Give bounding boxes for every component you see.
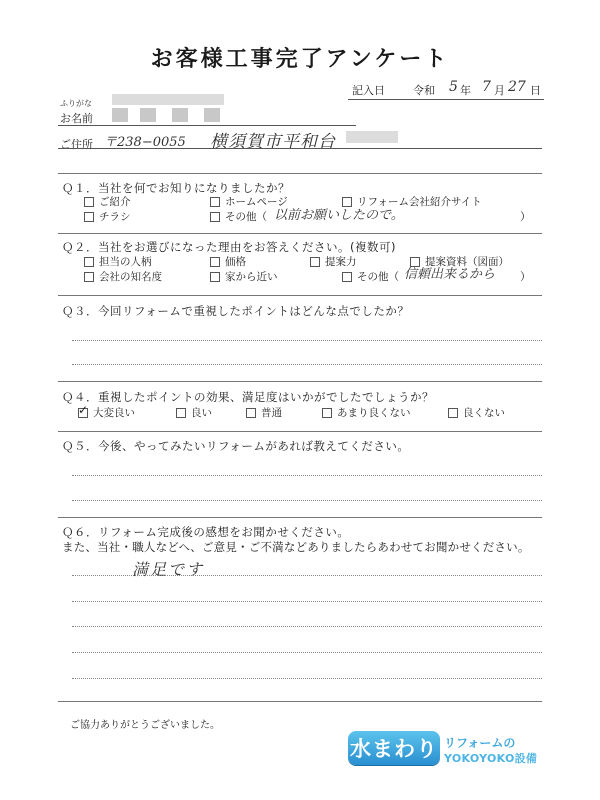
q3-question: Ｑ３．今回リフォームで重視したポイントはどんな点でしたか？ [62, 304, 410, 318]
date-day-value: 27 [508, 79, 526, 95]
q6-answer-line-5[interactable] [72, 678, 542, 679]
q4-option-very-good[interactable]: ✓ 大変良い [78, 405, 135, 420]
q4-question: Ｑ４．重視したポイントの効果、満足度はいかがでしたでしょうか？ [62, 390, 434, 404]
q2-checkbox-reputation[interactable] [84, 272, 94, 282]
company-logo-subtitle: リフォームの [444, 736, 516, 750]
separator-q4 [58, 381, 542, 382]
q4-option-bad[interactable]: 良くない [448, 405, 505, 420]
q4-option-good[interactable]: 良い [176, 405, 212, 420]
q2-option-proposal[interactable]: 提案力 [310, 254, 357, 269]
company-logo-badge: 水まわり [348, 731, 440, 765]
address-redacted [346, 131, 398, 143]
q1-option-other[interactable]: その他（ [210, 209, 267, 224]
q5-answer-line-1[interactable] [72, 475, 542, 476]
q4-checkbox-very-good[interactable] [78, 408, 88, 418]
date-era: 令和 [413, 84, 435, 97]
furigana-label: ふりがな [60, 99, 92, 108]
q4-checkbox-good[interactable] [176, 408, 186, 418]
address-label: ご住所 [60, 138, 93, 151]
separator-q2 [58, 233, 542, 234]
q1-option-homepage[interactable]: ホームページ [210, 194, 288, 209]
q5-question: Ｑ５．今後、やってみたいリフォームがあれば教えてください。 [62, 439, 410, 453]
q6-answer-line-3[interactable] [72, 626, 542, 627]
q1-checkbox-referral[interactable] [84, 197, 94, 207]
q1-other-close: ） [520, 210, 531, 223]
separator-q3 [58, 295, 542, 296]
q1-checkbox-other[interactable] [210, 212, 220, 222]
date-year-value: 5 [449, 79, 458, 95]
separator-q1 [58, 173, 542, 174]
name-label: お名前 [60, 112, 93, 125]
q2-option-staff[interactable]: 担当の人柄 [84, 254, 152, 269]
q6-question-2: また、当社・職人などへ、ご意見・ご不満などありましたらあわせてお聞かせください。 [62, 540, 530, 554]
name-redacted-1 [112, 108, 128, 122]
name-redacted-4 [204, 108, 220, 122]
date-label: 記入日 [352, 84, 385, 97]
q4-checkbox-bad[interactable] [448, 408, 458, 418]
q4-option-average[interactable]: 普通 [246, 405, 282, 420]
postal-code: 〒238−0055 [104, 135, 186, 150]
q3-answer-line-1[interactable] [72, 340, 542, 341]
name-redacted-3 [172, 108, 188, 122]
q4-option-not-very-good[interactable]: あまり良くない [322, 405, 411, 420]
q6-answer-line-4[interactable] [72, 652, 542, 653]
separator-q6 [58, 517, 542, 518]
q6-answer: 満足です [132, 560, 205, 579]
q2-checkbox-nearby[interactable] [210, 272, 220, 282]
address-city: 横須賀市平和台 [210, 132, 336, 152]
company-logo-name: YOKOYOKO設備 [444, 752, 538, 765]
thanks-message: ご協力ありがとうございました。 [70, 720, 220, 731]
q2-question: Ｑ２．当社をお選びになった理由をお答えください。(複数可) [62, 240, 396, 254]
q1-question: Ｑ１．当社を何でお知りになりましたか？ [62, 181, 290, 195]
q2-option-proposal-docs[interactable]: 提案資料（図面） [410, 254, 509, 269]
q6-answer-line-2[interactable] [72, 601, 542, 602]
q1-option-referral-site[interactable]: リフォーム会社紹介サイト [342, 194, 482, 209]
q2-option-price[interactable]: 価格 [210, 254, 246, 269]
q2-other-close: ） [520, 270, 531, 283]
name-underline [58, 125, 356, 126]
separator-footer [58, 701, 542, 702]
furigana-redacted [112, 94, 224, 105]
date-day-unit: 日 [530, 84, 541, 97]
q1-other-answer: 以前お願いしたので。 [274, 208, 404, 223]
q2-checkbox-proposal[interactable] [310, 257, 320, 267]
date-month-value: 7 [482, 79, 491, 95]
q2-checkbox-other[interactable] [342, 272, 352, 282]
date-year-unit: 年 [460, 84, 471, 97]
separator-q5 [58, 431, 542, 432]
q1-checkbox-homepage[interactable] [210, 197, 220, 207]
date-month-unit: 月 [494, 84, 505, 97]
q2-option-other[interactable]: その他（ [342, 269, 399, 284]
q5-answer-line-2[interactable] [72, 500, 542, 501]
q1-checkbox-flyer[interactable] [84, 212, 94, 222]
q1-option-flyer[interactable]: チラシ [84, 209, 131, 224]
q4-checkbox-average[interactable] [246, 408, 256, 418]
survey-title: お客様工事完了アンケート [150, 47, 450, 72]
date-underline [348, 99, 544, 100]
q4-checkbox-not-very-good[interactable] [322, 408, 332, 418]
q6-answer-line-1[interactable] [72, 575, 542, 576]
q2-option-reputation[interactable]: 会社の知名度 [84, 269, 162, 284]
q3-answer-line-2[interactable] [72, 364, 542, 365]
q2-option-nearby[interactable]: 家から近い [210, 269, 278, 284]
q1-option-referral[interactable]: ご紹介 [84, 194, 131, 209]
q2-checkbox-price[interactable] [210, 257, 220, 267]
q2-checkbox-staff[interactable] [84, 257, 94, 267]
q2-other-answer: 信頼出来るから [404, 267, 496, 282]
q6-question: Ｑ６．リフォーム完成後の感想をお聞かせください。 [62, 525, 350, 539]
name-redacted-2 [140, 108, 156, 122]
address-underline [58, 148, 542, 149]
